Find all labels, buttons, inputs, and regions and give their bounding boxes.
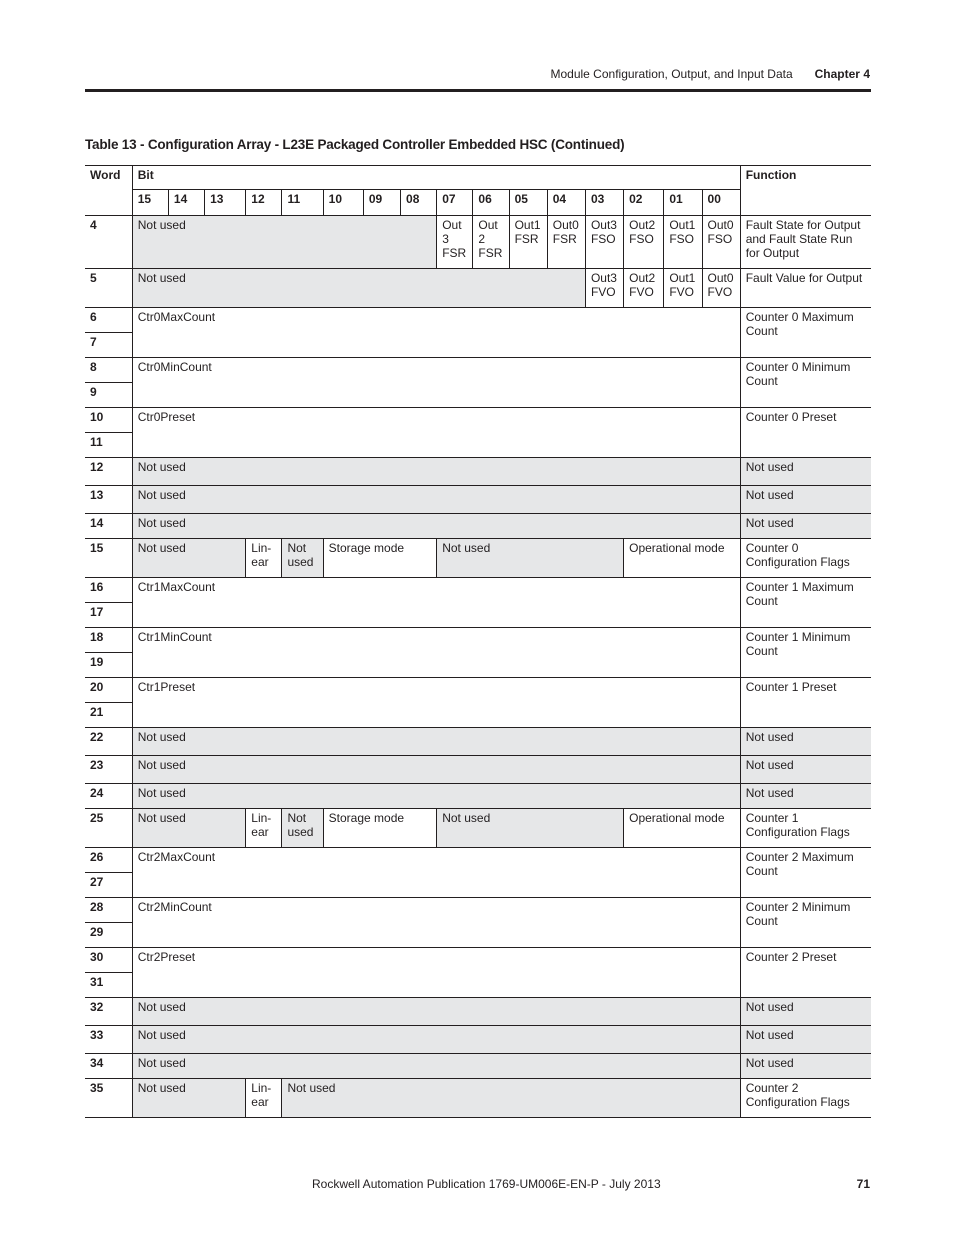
not-used-cell: Not used	[132, 269, 585, 308]
not-used-cell: Not used	[132, 756, 740, 784]
table-row-word-14	[85, 514, 871, 539]
bit-header-11: 11	[282, 190, 323, 216]
function-cell: Counter 0 Preset	[740, 408, 871, 458]
word-cell: 4	[85, 216, 132, 269]
value-cell: Ctr1Preset	[132, 678, 740, 728]
function-cell: Not used	[740, 728, 871, 756]
header-row-bit	[85, 166, 871, 190]
bit-header-10: 10	[323, 190, 363, 216]
bit-header-02: 02	[624, 190, 664, 216]
footer-publication: Rockwell Automation Publication 1769-UM006E-EN-P - July 2013	[312, 1177, 661, 1191]
value-cell: Ctr0MinCount	[132, 358, 740, 408]
table-row-word-22	[85, 728, 871, 756]
word-cell: 25	[85, 809, 132, 848]
table-row-word-10	[85, 408, 871, 433]
function-cell: Not used	[740, 514, 871, 539]
word-cell: 11	[85, 433, 132, 458]
word-cell: 17	[85, 603, 132, 628]
word-cell: 27	[85, 873, 132, 898]
function-cell: Counter 1 Preset	[740, 678, 871, 728]
bit-header-13: 13	[205, 190, 246, 216]
not-used-cell: Not used	[282, 809, 323, 848]
table-row-word-12	[85, 458, 871, 486]
word-cell: 7	[85, 333, 132, 358]
word-cell: 26	[85, 848, 132, 873]
function-cell: Counter 2 Configuration Flags	[740, 1079, 871, 1118]
function-cell: Not used	[740, 458, 871, 486]
bit-header-09: 09	[363, 190, 400, 216]
out1-fsr-cell: Out1 FSR	[509, 216, 547, 269]
function-cell: Counter 2 Maximum Count	[740, 848, 871, 898]
not-used-cell: Not used	[132, 216, 436, 269]
bit-header-14: 14	[168, 190, 204, 216]
not-used-cell: Not used	[132, 784, 740, 809]
not-used-cell: Not used	[132, 998, 740, 1026]
bit-header-15: 15	[132, 190, 168, 216]
not-used-cell: Not used	[132, 809, 246, 848]
bit-column-header: Bit	[132, 166, 740, 190]
word-cell: 15	[85, 539, 132, 578]
function-cell: Not used	[740, 784, 871, 809]
configuration-table	[85, 165, 871, 1118]
table-row-word-6	[85, 308, 871, 333]
bit-header-01: 01	[664, 190, 702, 216]
word-cell: 24	[85, 784, 132, 809]
not-used-cell: Not used	[132, 1054, 740, 1079]
table-row-word-26	[85, 848, 871, 873]
value-cell: Ctr2Preset	[132, 948, 740, 998]
word-cell: 33	[85, 1026, 132, 1054]
bit-header-05: 05	[509, 190, 547, 216]
word-cell: 18	[85, 628, 132, 653]
out0-fsr-cell: Out0 FSR	[547, 216, 585, 269]
linear-cell: Lin- ear	[246, 539, 282, 578]
function-cell: Counter 1 Configuration Flags	[740, 809, 871, 848]
word-cell: 31	[85, 973, 132, 998]
out2-fso-cell: Out2 FSO	[624, 216, 664, 269]
header-section: Module Configuration, Output, and Input Data	[550, 67, 793, 81]
table-row-word-35	[85, 1079, 871, 1118]
word-cell: 6	[85, 308, 132, 333]
not-used-cell: Not used	[132, 539, 246, 578]
function-cell: Fault State for Output and Fault State Run for Output	[740, 216, 871, 269]
out0-fvo-cell: Out0 FVO	[702, 269, 740, 308]
function-column-header: Function	[740, 166, 871, 216]
word-cell: 21	[85, 703, 132, 728]
not-used-cell: Not used	[437, 539, 624, 578]
function-cell: Not used	[740, 486, 871, 514]
table-row-word-34	[85, 1054, 871, 1079]
value-cell: Ctr0Preset	[132, 408, 740, 458]
out1-fso-cell: Out1 FSO	[664, 216, 702, 269]
table-row-word-25	[85, 809, 871, 848]
bit-header-04: 04	[547, 190, 585, 216]
bit-header-06: 06	[473, 190, 509, 216]
function-cell: Counter 0 Minimum Count	[740, 358, 871, 408]
out2-fvo-cell: Out2 FVO	[624, 269, 664, 308]
storage-mode-cell: Storage mode	[323, 809, 437, 848]
out3-fvo-cell: Out3 FVO	[585, 269, 623, 308]
table-row-word-33	[85, 1026, 871, 1054]
function-cell: Not used	[740, 756, 871, 784]
out3-fso-cell: Out3 FSO	[585, 216, 623, 269]
operational-mode-cell: Operational mode	[624, 809, 741, 848]
table-row-word-16	[85, 578, 871, 603]
not-used-cell: Not used	[132, 1026, 740, 1054]
bit-header-00: 00	[702, 190, 740, 216]
word-cell: 9	[85, 383, 132, 408]
not-used-cell: Not used	[282, 539, 323, 578]
table-row-word-20	[85, 678, 871, 703]
linear-cell: Lin- ear	[246, 1079, 282, 1118]
table-row-word-32	[85, 998, 871, 1026]
word-cell: 10	[85, 408, 132, 433]
table-row-word-8	[85, 358, 871, 383]
not-used-cell: Not used	[132, 728, 740, 756]
word-cell: 12	[85, 458, 132, 486]
table-row-word-13	[85, 486, 871, 514]
function-cell: Not used	[740, 1026, 871, 1054]
word-cell: 23	[85, 756, 132, 784]
not-used-cell: Not used	[132, 486, 740, 514]
value-cell: Ctr1MinCount	[132, 628, 740, 678]
function-cell: Counter 0 Configuration Flags	[740, 539, 871, 578]
out0-fso-cell: Out0 FSO	[702, 216, 740, 269]
bit-header-03: 03	[585, 190, 623, 216]
not-used-cell: Not used	[132, 458, 740, 486]
table-row-word-24	[85, 784, 871, 809]
word-cell: 16	[85, 578, 132, 603]
word-cell: 29	[85, 923, 132, 948]
word-cell: 22	[85, 728, 132, 756]
storage-mode-cell: Storage mode	[323, 539, 437, 578]
word-cell: 30	[85, 948, 132, 973]
function-cell: Not used	[740, 998, 871, 1026]
word-cell: 32	[85, 998, 132, 1026]
page-header	[550, 67, 870, 81]
table-row-word-5	[85, 269, 871, 308]
word-cell: 28	[85, 898, 132, 923]
operational-mode-cell: Operational mode	[624, 539, 741, 578]
word-cell: 34	[85, 1054, 132, 1079]
word-cell: 20	[85, 678, 132, 703]
function-cell: Not used	[740, 1054, 871, 1079]
function-cell: Counter 2 Minimum Count	[740, 898, 871, 948]
function-cell: Counter 0 Maximum Count	[740, 308, 871, 358]
bit-header-12: 12	[246, 190, 282, 216]
table-row-word-15	[85, 539, 871, 578]
value-cell: Ctr1MaxCount	[132, 578, 740, 628]
header-chapter: Chapter 4	[814, 67, 870, 81]
header-rule	[85, 89, 871, 92]
word-cell: 8	[85, 358, 132, 383]
value-cell: Ctr0MaxCount	[132, 308, 740, 358]
table-row-word-30	[85, 948, 871, 973]
value-cell: Ctr2MaxCount	[132, 848, 740, 898]
out3-fsr-cell: Out 3 FSR	[437, 216, 473, 269]
word-cell: 5	[85, 269, 132, 308]
not-used-cell: Not used	[132, 514, 740, 539]
word-cell: 14	[85, 514, 132, 539]
function-cell: Counter 2 Preset	[740, 948, 871, 998]
not-used-cell: Not used	[437, 809, 624, 848]
function-cell: Counter 1 Minimum Count	[740, 628, 871, 678]
word-column-header: Word	[85, 166, 132, 216]
table-row-word-4	[85, 216, 871, 269]
out2-fsr-cell: Out 2 FSR	[473, 216, 509, 269]
word-cell: 19	[85, 653, 132, 678]
value-cell: Ctr2MinCount	[132, 898, 740, 948]
bit-header-07: 07	[437, 190, 473, 216]
linear-cell: Lin- ear	[246, 809, 282, 848]
word-cell: 35	[85, 1079, 132, 1118]
function-cell: Fault Value for Output	[740, 269, 871, 308]
function-cell: Counter 1 Maximum Count	[740, 578, 871, 628]
table-row-word-28	[85, 898, 871, 923]
table-row-word-18	[85, 628, 871, 653]
not-used-cell: Not used	[282, 1079, 740, 1118]
table-row-word-23	[85, 756, 871, 784]
bit-header-08: 08	[401, 190, 437, 216]
word-cell: 13	[85, 486, 132, 514]
not-used-cell: Not used	[132, 1079, 246, 1118]
table-title: Table 13 - Configuration Array - L23E Packaged Controller Embedded HSC (Continued)	[85, 137, 625, 152]
out1-fvo-cell: Out1 FVO	[664, 269, 702, 308]
page-number: 71	[856, 1177, 870, 1191]
